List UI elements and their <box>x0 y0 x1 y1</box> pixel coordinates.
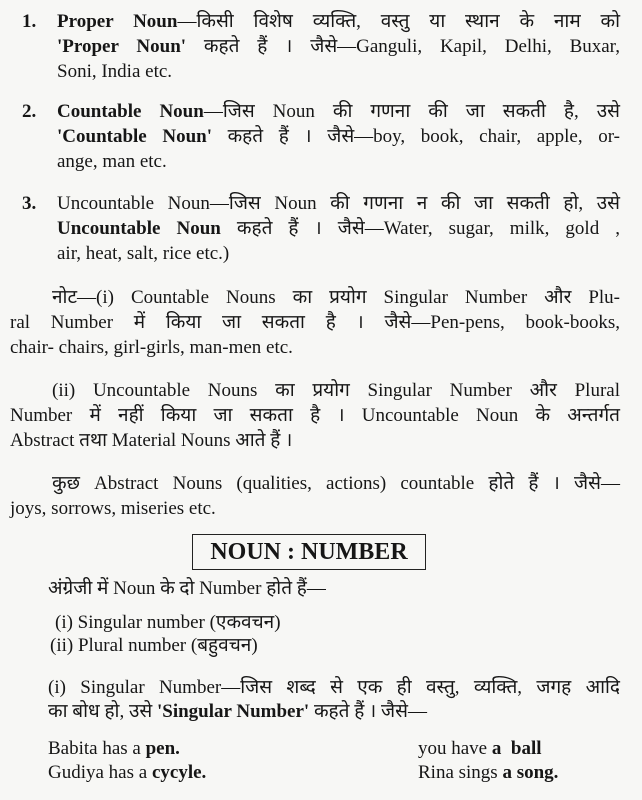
example-sentence <box>48 761 206 785</box>
section-heading: NOUN : NUMBER <box>192 534 426 570</box>
text: ange, man etc. <box>57 151 167 172</box>
item-number: 3. <box>22 193 37 214</box>
note-line <box>10 311 620 335</box>
definition-line <box>57 150 620 174</box>
text: अंग्रेजी में Noun के दो Number होते हैं— <box>48 578 326 599</box>
bold-text: Uncountable Noun <box>57 218 221 239</box>
example-sentence <box>418 761 558 785</box>
bold-text: 'Singular Number' <box>156 701 310 722</box>
item-number: 2. <box>22 101 37 122</box>
text: ral Number में किया जा सकता है । जैसे—Pen-pens, book-books, <box>10 312 620 333</box>
note-line <box>10 429 292 453</box>
note-line <box>10 497 216 521</box>
text: Babita has a <box>48 738 146 759</box>
text: कहते हैं । जैसे—Water, sugar, milk, gold , <box>220 218 620 239</box>
text: Gudiya has a <box>48 762 152 783</box>
text: —किसी विशेष व्यक्ति, वस्तु या स्थान के नाम को <box>177 11 621 32</box>
note-line <box>10 336 293 360</box>
text: Uncountable Noun—जिस Noun की गणना न की जा सकती हो, उसे <box>57 193 620 214</box>
section-line <box>48 700 427 724</box>
text: (i) Singular number (एकवचन) <box>55 612 281 633</box>
note-line <box>52 472 620 496</box>
example-sentence <box>418 737 542 761</box>
text: you have <box>418 738 492 759</box>
text: Rina sings <box>418 762 503 783</box>
note-line <box>52 379 620 403</box>
definition-line <box>57 60 620 84</box>
text: (ii) Uncountable Nouns का प्रयोग Singular Number और Plural <box>52 380 620 401</box>
bold-text: Proper Noun <box>57 11 178 32</box>
text: नोट—(i) Countable Nouns का प्रयोग Singular Number और Plu- <box>52 287 620 308</box>
text: का बोध हो, उसे <box>48 701 157 722</box>
text: joys, sorrows, miseries etc. <box>10 498 216 519</box>
bold-text: pen. <box>145 738 180 759</box>
item-number: 1. <box>22 11 37 32</box>
text: Soni, India etc. <box>57 61 173 82</box>
bold-text: Countable Noun <box>57 101 204 122</box>
text: Abstract तथा Material Nouns आते हैं । <box>10 430 293 451</box>
text: कहते हैं । जैसे—Ganguli, Kapil, Delhi, Buxar, <box>186 36 620 57</box>
text: air, heat, salt, rice etc.) <box>57 243 230 264</box>
text: Number में नहीं किया जा सकता है । Uncountable Noun के अन्तर्गत <box>10 405 620 426</box>
section-line <box>55 611 281 635</box>
bold-text: a ball <box>491 738 542 759</box>
definition-line <box>57 10 620 34</box>
text: कहते हैं । जैसे— <box>309 701 427 722</box>
section-line <box>48 676 620 700</box>
example-sentence <box>48 737 180 761</box>
bold-text: 'Countable Noun' <box>57 126 212 147</box>
text: —जिस Noun की गणना की जा सकती है, उसे <box>203 101 620 122</box>
definition-line <box>57 217 620 241</box>
definition-line <box>57 125 620 149</box>
bold-text: 'Proper Noun' <box>57 36 187 57</box>
note-line <box>52 286 620 310</box>
definition-line <box>57 242 620 266</box>
section-line <box>50 634 258 658</box>
definition-line <box>57 100 620 124</box>
definition-line <box>57 35 620 59</box>
bold-text: a song. <box>502 762 559 783</box>
text: (ii) Plural number (बहुवचन) <box>50 635 258 656</box>
text: कहते हैं । जैसे—boy, book, chair, apple, or- <box>211 126 620 147</box>
definition-line <box>57 192 620 216</box>
text: कुछ Abstract Nouns (qualities, actions) countable होते हैं । जैसे— <box>52 473 620 494</box>
note-line <box>10 404 620 428</box>
text: chair- chairs, girl-girls, man-men etc. <box>10 337 293 358</box>
bold-text: cycyle. <box>151 762 207 783</box>
text: (i) Singular Number—जिस शब्द से एक ही वस्तु, व्यक्ति, जगह आदि <box>48 677 620 698</box>
section-line <box>48 577 326 601</box>
